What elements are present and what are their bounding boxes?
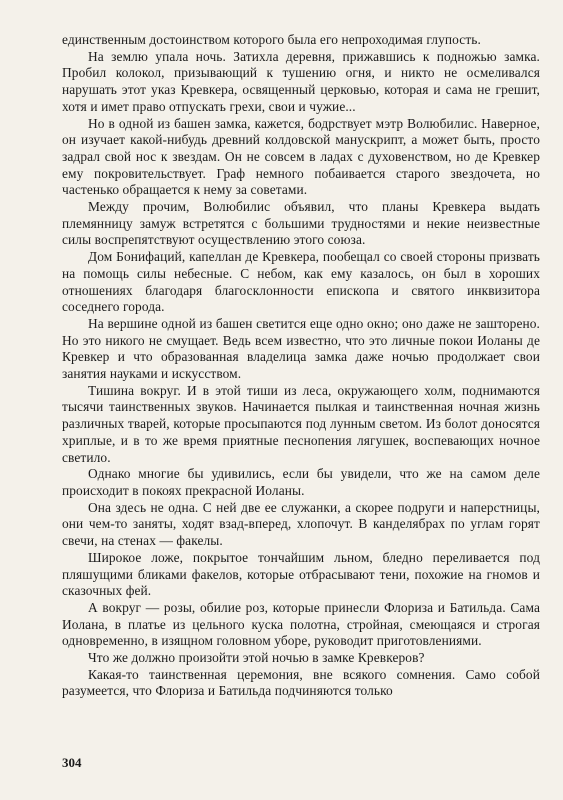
page-number: 304 [62, 755, 82, 770]
paragraph: Дом Бонифаций, капеллан де Кревкера, пообещал со своей стороны призвать на помощь силы небесные. С небом, как ему казалось, он был в хороших отношениях благодаря благосклонности епископа и святого инквизитора соседнего города. [62, 249, 540, 315]
paragraph: Какая-то таинственная церемония, вне всякого сомнения. Само собой разумеется, что Флориза и Батильда подчиняются только [62, 666, 540, 699]
paragraph: Однако многие бы удивились, если бы увидели, что же на самом деле происходит в покоях прекрасной Иоланы. [62, 466, 540, 498]
paragraph: На вершине одной из башен светится еще одно окно; оно даже не зашторено. Но это никого не смущает. Ведь всем известно, что это личные покои Иоланы де Кревкер и что образованная владелица замка даже ночью продолжает свои занятия науками и искусством. [62, 315, 540, 382]
paragraph: Тишина вокруг. И в этой тиши из леса, окружающего холм, поднимаются тысячи таинственных звуков. Начинается пылкая и таинственная ночная жизнь различных тварей, которые просыпаются под лунным светом. Из болот доносятся хриплые, и в то же время приятные песнопения лягушек, воспевающих ночное светило. [62, 382, 540, 465]
paragraph: Что же должно произойти этой ночью в замке Кревкеров? [88, 650, 425, 666]
paragraph: Широкое ложе, покрытое тончайшим льном, бледно переливается под пляшущими бликами факелов, которые отбрасывают тени, похожие на гномов и сказочных фей. [62, 549, 540, 599]
paragraph: Она здесь не одна. С ней две ее служанки, а скорее подруги и наперстницы, они чем-то заняты, ходят взад-вперед, хлопочут. В канделябрах по углам горят свечи, на стенах — факелы. [62, 499, 540, 549]
paragraph: Но в одной из башен замка, кажется, бодрствует мэтр Волюбилис. Наверное, он изучает какой-нибудь древний колдовской манускрипт, а может быть, просто задрал свой нос к звездам. Он не совсем в ладах с духовенством, но де Кревкер ему покровительствует. Граф немного побаивается старого звездочета, но частенько обращается к нему за советами. [62, 115, 540, 198]
paragraph: На землю упала ночь. Затихла деревня, прижавшись к подножью замка. Пробил колокол, призывающий к тушению огня, и никто не осмеливался нарушать этот указ Кревкера, освященный церковью, которая и сама не грешит, хотя и имет право отпускать грехи, свои и чужие... [62, 48, 540, 114]
page-body-text [62, 32, 540, 700]
paragraph-continued: единственным достоинством которого была его непроходимая глупость. [62, 32, 481, 47]
paragraph: Между прочим, Волюбилис объявил, что планы Кревкера выдать племянницу замуж встретятся с большими трудностями и некие неизвестные силы воспрепятствуют осуществлению этого союза. [62, 199, 540, 248]
paragraph: А вокруг — розы, обилие роз, которые принесли Флориза и Батильда. Сама Иолана, в платье из цельного куска полотна, стройная, смеющаяся и строгая одновременно, в изящном головном уборе, руководит приготовлениями. [62, 599, 540, 649]
